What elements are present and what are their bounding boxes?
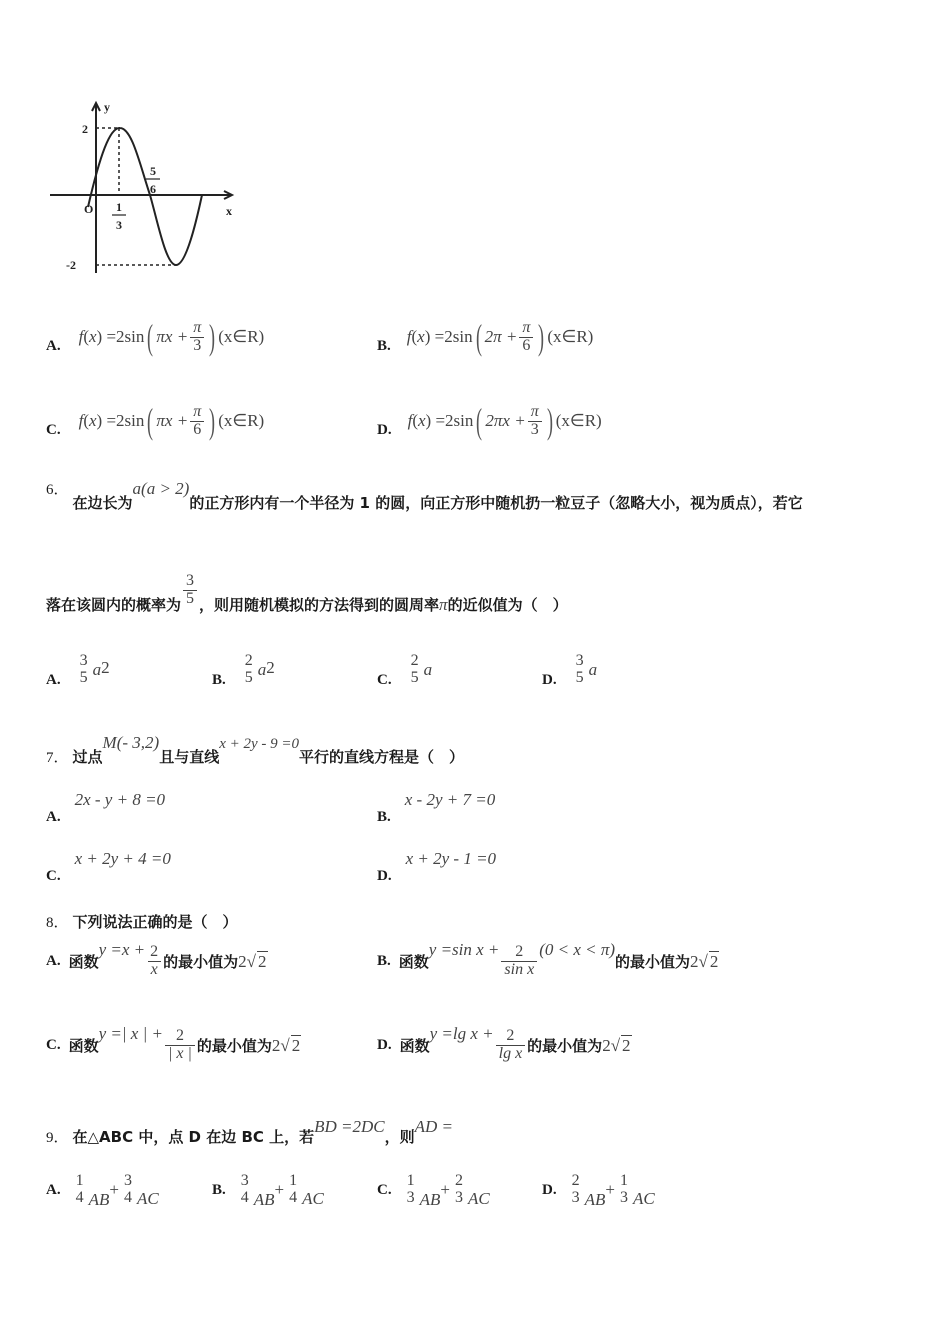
x-tick1-num: 1 <box>116 200 122 214</box>
q6-option-d[interactable]: D. 3 5 a <box>542 651 598 688</box>
question-number: 9． <box>46 1130 69 1146</box>
option-label: B. <box>377 337 391 354</box>
y-label: y <box>104 100 110 114</box>
x-tick2-num: 5 <box>150 164 156 178</box>
q8-option-c[interactable]: C. 函数 y =| x | + $\frac{2}{| x |}$ 的最小值为 2√ 2 <box>46 1024 301 1062</box>
option-label: C. <box>46 421 61 438</box>
q9-stem: 9． 在△ABC 中，点 D 在边 BC 上，若BD =2DC，则AD = <box>46 1117 454 1146</box>
q7-option-c[interactable]: C. x + 2y + 4 =0 <box>46 849 171 884</box>
q8-option-a[interactable]: A. 函数 y =x + $\frac{2}{x}$ 的最小值为 2√ 2 <box>46 940 267 978</box>
q6-stem-line1: 6． 在边长为a(a > 2)的正方形内有一个半径为 1 的圆，向正方形中随机扔一粒豆子（忽略大小，视为质点），若它 <box>46 479 803 512</box>
q7-option-a[interactable]: A. 2x - y + 8 =0 <box>46 790 166 825</box>
q6-option-b[interactable]: B. 2 5 a 2 <box>212 651 275 688</box>
q5-option-c[interactable]: C. f(x) =2sin ( πx + $\frac{\pi}{6}$ ) (x∈R) <box>46 401 265 441</box>
q6-option-a[interactable]: A. 3 5 a 2 <box>46 651 110 688</box>
q7-option-b[interactable]: B. x - 2y + 7 =0 <box>377 790 496 825</box>
question-number: 6． <box>46 482 69 498</box>
question-number: 7． <box>46 750 69 766</box>
option-label: D. <box>377 421 392 438</box>
question-number: 8． <box>46 915 69 931</box>
q8-option-b[interactable]: B. 函数 y =sin x + $\frac{2}{\text{sin x}}$ (0 < x < π) 的最小值为 2√ 2 <box>377 940 719 978</box>
q9-option-c[interactable]: C. 1 3 AB + 2 3 AC <box>377 1172 490 1209</box>
q9-option-b[interactable]: B. 3 4 AB + 1 4 AC <box>212 1172 324 1209</box>
q9-option-a[interactable]: A. 1 4 AB + 3 4 AC <box>46 1172 159 1209</box>
x-tick1-den: 3 <box>116 218 122 232</box>
origin-label: O <box>84 202 94 216</box>
sine-graph <box>40 95 250 280</box>
q6-stem-line2: 落在该圆内的概率为 $\frac{3}{5}$ ，则用随机模拟的方法得到的圆周率 π 的近似值为（ ） <box>46 572 568 614</box>
q5-option-b[interactable]: B. f(x) =2sin ( 2π + $\frac{\pi}{6}$ ) (x∈R) <box>377 317 594 357</box>
x-tick2-den: 6 <box>150 182 156 196</box>
q7-stem: 7． 过点M(- 3,2)且与直线x + 2y - 9 =0平行的直线方程是（ ） <box>46 733 465 766</box>
x-label: x <box>226 204 232 218</box>
y-top-label: 2 <box>82 122 88 136</box>
y-bottom-label: -2 <box>66 258 76 272</box>
q5-option-a[interactable]: A. f(x) =2sin ( πx + $\frac{\pi}{3}$ ) (x∈R) <box>46 317 265 357</box>
q8-stem: 8． 下列说法正确的是（ ） <box>46 913 238 931</box>
q7-option-d[interactable]: D. x + 2y - 1 =0 <box>377 849 497 884</box>
q9-option-d[interactable]: D. 2 3 AB + 1 3 AC <box>542 1172 655 1209</box>
option-label: A. <box>46 337 61 354</box>
q6-option-c[interactable]: C. 2 5 a <box>377 651 433 688</box>
sine-curve <box>88 128 202 265</box>
q8-option-d[interactable]: D. 函数 y =lg x + $\frac{2}{\text{lg x}}$ 的最小值为 2√ 2 <box>377 1024 631 1062</box>
q5-option-d[interactable]: D. f(x) =2sin ( 2πx + $\frac{\pi}{3}$ ) (x∈R) <box>377 401 602 441</box>
